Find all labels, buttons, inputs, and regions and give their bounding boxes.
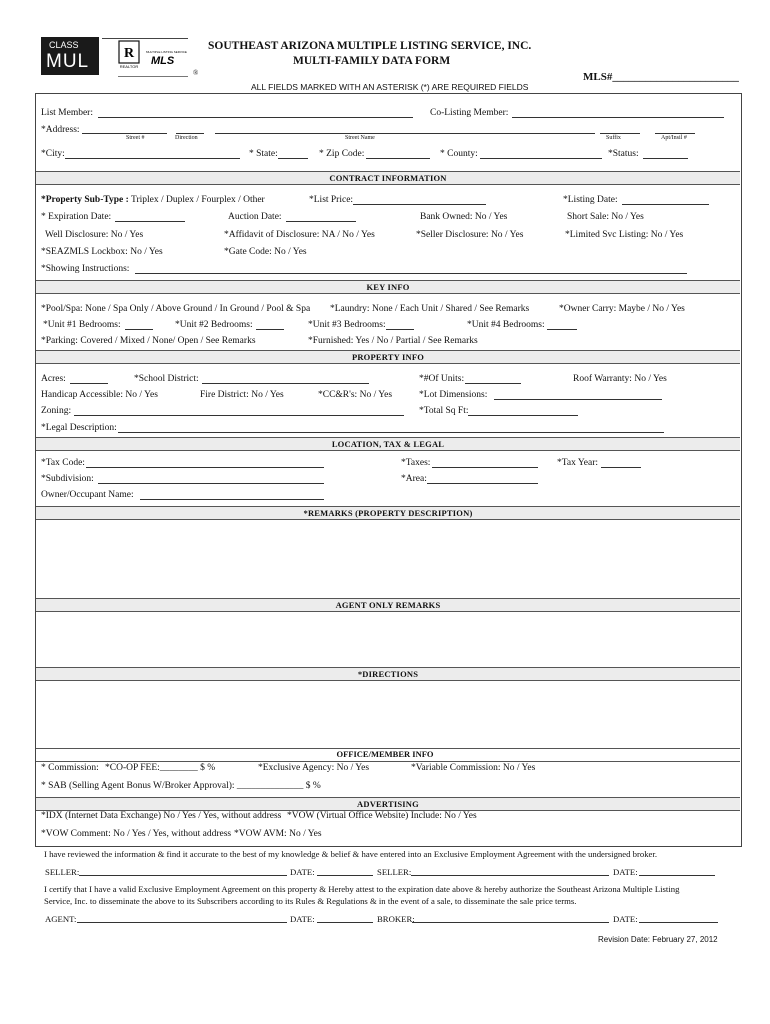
office-bottom-rule <box>36 761 740 762</box>
realtor-label: REALTOR <box>119 64 139 69</box>
direction-field[interactable] <box>176 133 204 134</box>
units-field[interactable] <box>465 383 521 384</box>
short-sale-options[interactable]: No / Yes <box>611 212 644 222</box>
office-section-header: OFFICE/MEMBER INFO <box>336 749 434 759</box>
zip-field[interactable] <box>366 158 430 159</box>
remarks-section-header: *REMARKS (PROPERTY DESCRIPTION) <box>36 506 740 520</box>
commission-label: * Commission: <box>41 763 99 773</box>
gate-code <box>224 247 307 257</box>
form-title: MULTI-FAMILY DATA FORM <box>293 55 451 67</box>
showing-field[interactable] <box>135 273 687 274</box>
agent-label: AGENT: <box>45 914 77 924</box>
seller2-field[interactable] <box>411 875 609 876</box>
exclusive-options[interactable]: No / Yes <box>336 763 370 773</box>
roof-warranty <box>573 374 667 384</box>
suffix-field[interactable] <box>600 133 640 134</box>
co-listing-label: Co-Listing Member: <box>430 108 509 118</box>
status-field[interactable] <box>643 158 688 159</box>
list-price-field[interactable] <box>353 204 486 205</box>
broker-field[interactable] <box>412 922 609 923</box>
status-label: *Status: <box>608 149 639 159</box>
laundry-label: *Laundry: <box>330 304 370 314</box>
directions-textarea[interactable] <box>37 681 739 748</box>
subtype-label <box>41 195 265 205</box>
area-label: *Area: <box>401 474 427 484</box>
directions-section-header: *DIRECTIONS <box>36 667 740 681</box>
mls-number-field[interactable]: MLS#_______________________ <box>583 71 739 83</box>
date2-label: DATE: <box>613 867 638 877</box>
furnished-options[interactable]: Yes / No / Partial / See Remarks <box>355 336 478 346</box>
review-statement: I have reviewed the information & find it accurate to the best of my knowledge & belief & have entered into an Exclusive Employment Agreement with the undersigned broker. <box>44 849 658 859</box>
ccr <box>318 390 392 400</box>
handicap-label: Handicap Accessible: <box>41 390 124 400</box>
area-field[interactable] <box>427 483 538 484</box>
affidavit-options[interactable]: NA / No / Yes <box>321 230 375 240</box>
well-disclosure <box>45 230 143 240</box>
svg-text:MULTIPLE LISTING SERVICE: MULTIPLE LISTING SERVICE <box>146 50 187 54</box>
date3-field[interactable] <box>317 922 373 923</box>
seller-disclosure-label: *Seller Disclosure: <box>416 230 489 240</box>
roof-options[interactable]: No / Yes <box>634 374 667 384</box>
city-label: *City: <box>41 149 65 159</box>
acres-field[interactable] <box>70 383 108 384</box>
required-note: ALL FIELDS MARKED WITH AN ASTERISK (*) ARE REQUIRED FIELDS <box>251 82 529 92</box>
registered-mark: ® <box>193 69 199 77</box>
vow-comment-options[interactable]: No / Yes / Yes, without address <box>113 829 232 839</box>
showing-label: *Showing Instructions: <box>41 264 130 274</box>
contract-section-header: CONTRACT INFORMATION <box>36 171 740 185</box>
mls-logo-icon <box>118 40 192 70</box>
revision-date: Revision Date: February 27, 2012 <box>598 935 718 944</box>
affidavit <box>224 230 375 240</box>
seller2-label: SELLER: <box>377 867 412 877</box>
units-label: *#Of Units: <box>419 374 465 384</box>
direction-caption: Direction <box>175 135 198 141</box>
bank-owned-label: Bank Owned: <box>420 212 473 222</box>
broker-label: BROKER: <box>377 914 415 924</box>
advertising-section-header: ADVERTISING <box>36 797 740 811</box>
tax-code-label: *Tax Code: <box>41 458 85 468</box>
expiration-field[interactable] <box>115 221 185 222</box>
owner-field[interactable] <box>140 499 324 500</box>
zoning-label: Zoning: <box>41 406 72 416</box>
suffix-caption: Suffix <box>606 135 621 141</box>
date3-label: DATE: <box>290 914 315 924</box>
owner-carry <box>559 304 685 314</box>
pool-label: *Pool/Spa: <box>41 304 83 314</box>
parking-options[interactable]: Covered / Mixed / None/ Open / See Remarks <box>80 336 256 346</box>
list-member-label: List Member: <box>41 108 93 118</box>
remarks-textarea[interactable] <box>37 520 739 598</box>
fire-options[interactable]: No / Yes <box>251 390 284 400</box>
address-label: *Address: <box>41 125 80 135</box>
logo-rule <box>102 38 188 39</box>
well-label: Well Disclosure: <box>45 230 109 240</box>
vow-avm <box>234 829 322 839</box>
vow-label: *VOW (Virtual Office Website) Include: <box>287 811 442 821</box>
vow-include <box>287 811 477 821</box>
bank-owned-options[interactable]: No / Yes <box>474 212 508 222</box>
exclusive-label: *Exclusive Agency: <box>258 763 335 773</box>
mls-label: MLS <box>151 55 175 67</box>
logo-underline <box>118 76 188 77</box>
property-info-section-header: PROPERTY INFO <box>36 350 740 364</box>
school-label: *School District: <box>134 374 199 384</box>
variable-label: *Variable Commission: <box>411 763 501 773</box>
bank-owned <box>420 212 507 222</box>
exclusive-agency <box>258 763 369 773</box>
idx-label: *IDX (Internet Data Exchange) <box>41 811 162 821</box>
auction-field[interactable] <box>286 221 356 222</box>
location-section-header: LOCATION, TAX & LEGAL <box>36 437 740 451</box>
zoning-field[interactable] <box>74 415 404 416</box>
seller1-label: SELLER: <box>45 867 80 877</box>
unit4-label: *Unit #4 Bedrooms: <box>467 320 545 330</box>
class-logo <box>41 37 99 75</box>
furnished <box>308 336 478 346</box>
affidavit-label: *Affidavit of Disclosure: <box>224 230 320 240</box>
parking-label: *Parking: <box>41 336 78 346</box>
idx-options[interactable]: No / Yes / Yes, without address <box>163 811 282 821</box>
date1-label: DATE: <box>290 867 315 877</box>
date2-field[interactable] <box>639 875 715 876</box>
expiration-label: * Expiration Date: <box>41 212 112 222</box>
short-sale-label: Short Sale: <box>567 212 609 222</box>
logo-class-text: CLASS <box>49 40 79 50</box>
limited-service <box>565 230 683 240</box>
seller1-field[interactable] <box>79 875 287 876</box>
list-price-label: *List Price: <box>309 195 354 205</box>
ccr-label: *CC&R's: <box>318 390 358 400</box>
county-field[interactable] <box>480 158 602 159</box>
subdivision-field[interactable] <box>98 483 324 484</box>
date4-label: DATE: <box>613 914 638 924</box>
subtype-options[interactable]: Triplex / Duplex / Fourplex / Other <box>131 195 265 205</box>
listing-date-field[interactable] <box>622 204 709 205</box>
key-info-section-header: KEY INFO <box>36 280 740 294</box>
lot-field[interactable] <box>494 399 662 400</box>
agent-field[interactable] <box>77 922 287 923</box>
pool-options[interactable]: None / Spa Only / Above Ground / In Ground / Pool & Spa <box>85 304 311 314</box>
unit1-label: *Unit #1 Bedrooms: <box>43 320 121 330</box>
subtype-label-text: *Property Sub-Type : <box>41 195 129 205</box>
state-label: * State: <box>249 149 278 159</box>
certify-statement-line1: I certify that I have a valid Exclusive Employment Agreement on this property & Hereby attest to the expiration date above & hereby authorize the Southeast Arizona Multiple Listing <box>44 884 680 894</box>
street-number-caption: Street # <box>126 135 145 141</box>
handicap <box>41 390 158 400</box>
sqft-label: *Total Sq Ft: <box>419 406 469 416</box>
zip-label: * Zip Code: <box>319 149 365 159</box>
street-number-field[interactable] <box>82 133 167 134</box>
owner-carry-options[interactable]: Maybe / No / Yes <box>618 304 685 314</box>
unit2-field[interactable] <box>256 329 284 330</box>
date1-field[interactable] <box>317 875 373 876</box>
tax-year-label: *Tax Year: <box>557 458 599 468</box>
parking <box>41 336 256 346</box>
county-label: * County: <box>440 149 478 159</box>
vow-avm-label: *VOW AVM: <box>234 829 287 839</box>
gate-label: *Gate Code: <box>224 247 272 257</box>
apt-caption: Apt/Insil # <box>661 135 687 141</box>
lockbox-label: *SEAZMLS Lockbox: <box>41 247 128 257</box>
certify-statement-line2: Service, Inc. to disseminate the above to its Subscribers according to its Rules & Regulations & in the event of a sale, to disseminate the sale price terms. <box>44 896 577 906</box>
owner-label: Owner/Occupant Name: <box>41 490 134 500</box>
roof-label: Roof Warranty: <box>573 374 632 384</box>
apt-field[interactable] <box>655 133 695 134</box>
state-field[interactable] <box>278 158 308 159</box>
sab-field[interactable]: * SAB (Selling Agent Bonus W/Broker Approval): ______________ $ % <box>41 781 321 791</box>
agent-remarks-textarea[interactable] <box>37 612 739 667</box>
unit4-field[interactable] <box>547 329 577 330</box>
vow-comment-label: *VOW Comment: <box>41 829 111 839</box>
fire-district <box>200 390 284 400</box>
seller-disclosure <box>416 230 523 240</box>
taxes-field[interactable] <box>432 467 538 468</box>
variable-commission <box>411 763 535 773</box>
unit2-label: *Unit #2 Bedrooms: <box>175 320 253 330</box>
variable-options[interactable]: No / Yes <box>502 763 536 773</box>
org-title: SOUTHEAST ARIZONA MULTIPLE LISTING SERVICE, INC. <box>208 40 532 52</box>
agent-remarks-section-header: AGENT ONLY REMARKS <box>36 598 740 612</box>
seller-disclosure-options[interactable]: No / Yes <box>490 230 524 240</box>
legal-field[interactable] <box>118 432 664 433</box>
owner-carry-label: *Owner Carry: <box>559 304 617 314</box>
logo-type-text: MUL <box>46 51 90 72</box>
fire-label: Fire District: <box>200 390 249 400</box>
subdivision-label: *Subdivision: <box>41 474 94 484</box>
unit3-field[interactable] <box>386 329 414 330</box>
vow-comment <box>41 829 231 839</box>
limited-options[interactable]: No / Yes <box>650 230 684 240</box>
ccr-options[interactable]: No / Yes <box>359 390 393 400</box>
lockbox <box>41 247 163 257</box>
taxes-label: *Taxes: <box>401 458 431 468</box>
street-name-field[interactable] <box>215 133 595 134</box>
lot-label: *Lot Dimensions: <box>419 390 488 400</box>
svg-text:R: R <box>123 46 135 61</box>
well-options[interactable]: No / Yes <box>110 230 144 240</box>
date4-field[interactable] <box>639 922 718 923</box>
city-field[interactable] <box>65 158 240 159</box>
tax-year-field[interactable] <box>601 467 641 468</box>
tax-code-field[interactable] <box>86 467 324 468</box>
short-sale <box>567 212 644 222</box>
sqft-field[interactable] <box>468 415 578 416</box>
limited-label: *Limited Svc Listing: <box>565 230 649 240</box>
laundry-options[interactable]: None / Each Unit / Shared / See Remarks <box>371 304 530 314</box>
acres-label: Acres: <box>41 374 66 384</box>
vow-options[interactable]: No / Yes <box>444 811 477 821</box>
school-field[interactable] <box>202 383 369 384</box>
handicap-options[interactable]: No / Yes <box>125 390 158 400</box>
lockbox-options[interactable]: No / Yes <box>130 247 163 257</box>
list-member-field[interactable] <box>98 117 413 118</box>
listing-date-label: *Listing Date: <box>563 195 618 205</box>
coop-fee-field[interactable]: *CO-OP FEE:________ $ % <box>105 763 216 773</box>
unit3-label: *Unit #3 Bedrooms: <box>308 320 386 330</box>
co-listing-field[interactable] <box>512 117 724 118</box>
gate-options[interactable]: No / Yes <box>274 247 307 257</box>
auction-label: Auction Date: <box>228 212 282 222</box>
pool-spa <box>41 304 310 314</box>
legal-label: *Legal Description: <box>41 423 117 433</box>
furnished-label: *Furnished: <box>308 336 354 346</box>
unit1-field[interactable] <box>125 329 153 330</box>
idx <box>41 811 281 821</box>
vow-avm-options[interactable]: No / Yes <box>289 829 322 839</box>
laundry <box>330 304 529 314</box>
street-name-caption: Street Name <box>345 135 375 141</box>
